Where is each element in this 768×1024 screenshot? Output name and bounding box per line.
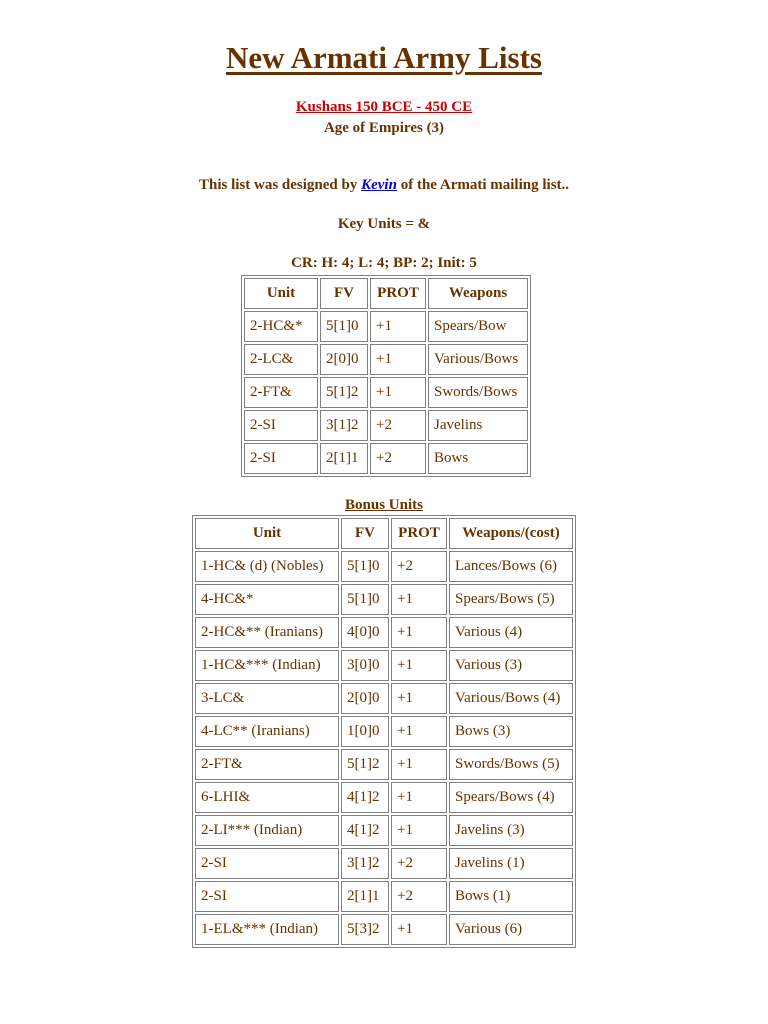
cell-unit: 2-SI (244, 410, 318, 441)
cell-weapons: Spears/Bows (4) (449, 782, 573, 813)
cell-prot: +1 (391, 650, 447, 681)
cell-prot: +2 (391, 881, 447, 912)
cell-unit: 1-HC&*** (Indian) (195, 650, 339, 681)
table-row (195, 914, 573, 945)
cell-unit: 4-LC** (Iranians) (195, 716, 339, 747)
header-weapons: Weapons (428, 278, 528, 309)
header-fv: FV (320, 278, 368, 309)
table-row (195, 584, 573, 615)
cell-prot: +1 (370, 344, 426, 375)
table-row (244, 377, 528, 408)
cell-unit: 1-HC& (d) (Nobles) (195, 551, 339, 582)
table-row (195, 815, 573, 846)
cell-prot: +2 (391, 848, 447, 879)
cell-fv: 5[1]0 (320, 311, 368, 342)
table-row (244, 410, 528, 441)
table-row (195, 650, 573, 681)
cell-weapons: Various (3) (449, 650, 573, 681)
cell-prot: +1 (391, 914, 447, 945)
table-row (244, 344, 528, 375)
cell-fv: 4[0]0 (341, 617, 389, 648)
header-unit: Unit (244, 278, 318, 309)
cell-prot: +1 (391, 815, 447, 846)
cell-weapons: Various (4) (449, 617, 573, 648)
cell-weapons: Javelins (428, 410, 528, 441)
cell-prot: +1 (391, 749, 447, 780)
designed-prefix: This list was designed by (198, 177, 362, 193)
cell-weapons: Bows (3) (449, 716, 573, 747)
header-unit: Unit (195, 518, 339, 549)
table-row (195, 617, 573, 648)
header-prot: PROT (370, 278, 426, 309)
cell-weapons: Spears/Bow (428, 311, 528, 342)
cell-fv: 5[3]2 (341, 914, 389, 945)
designed-by-line (0, 177, 768, 194)
table-row (195, 749, 573, 780)
table-row (195, 848, 573, 879)
table-row (195, 782, 573, 813)
cell-unit: 2-FT& (244, 377, 318, 408)
cell-unit: 2-LC& (244, 344, 318, 375)
cell-weapons: Bows (1) (449, 881, 573, 912)
cell-fv: 3[1]2 (320, 410, 368, 441)
cell-fv: 5[1]2 (320, 377, 368, 408)
table-header-row (195, 518, 573, 549)
table-header-row (244, 278, 528, 309)
cell-unit: 2-HC&* (244, 311, 318, 342)
table-row (195, 881, 573, 912)
table-row (244, 443, 528, 474)
cell-prot: +1 (391, 782, 447, 813)
page-title: New Armati Army Lists (226, 40, 542, 75)
cell-prot: +1 (391, 584, 447, 615)
cell-unit: 2-SI (244, 443, 318, 474)
cell-fv: 5[1]0 (341, 551, 389, 582)
cell-fv: 5[1]2 (341, 749, 389, 780)
designer-link[interactable]: Kevin (361, 177, 397, 193)
main-units-table (241, 275, 531, 477)
cell-prot: +1 (391, 683, 447, 714)
cell-unit: 2-LI*** (Indian) (195, 815, 339, 846)
cell-weapons: Various/Bows (428, 344, 528, 375)
cell-fv: 5[1]0 (341, 584, 389, 615)
cell-weapons: Lances/Bows (6) (449, 551, 573, 582)
designed-suffix: of the Armati mailing list.. (396, 177, 570, 193)
bonus-units-caption: Bonus Units (345, 497, 423, 513)
table-row (244, 311, 528, 342)
table-row (195, 683, 573, 714)
cell-prot: +1 (370, 311, 426, 342)
cell-fv: 2[1]1 (320, 443, 368, 474)
age-label: Age of Empires (3) (323, 120, 445, 136)
cell-weapons: Various/Bows (4) (449, 683, 573, 714)
header-fv: FV (341, 518, 389, 549)
cell-unit: 6-LHI& (195, 782, 339, 813)
cell-unit: 4-HC&* (195, 584, 339, 615)
cell-prot: +2 (370, 410, 426, 441)
cell-weapons: Bows (428, 443, 528, 474)
cell-prot: +1 (370, 377, 426, 408)
cell-prot: +1 (391, 716, 447, 747)
bonus-units-table (192, 515, 576, 948)
cell-fv: 2[0]0 (320, 344, 368, 375)
cell-fv: 3[0]0 (341, 650, 389, 681)
cell-unit: 1-EL&*** (Indian) (195, 914, 339, 945)
cell-weapons: Swords/Bows (5) (449, 749, 573, 780)
cell-fv: 2[1]1 (341, 881, 389, 912)
cell-fv: 3[1]2 (341, 848, 389, 879)
cell-fv: 2[0]0 (341, 683, 389, 714)
header-weapons-cost: Weapons/(cost) (449, 518, 573, 549)
cell-unit: 3-LC& (195, 683, 339, 714)
key-units-line: Key Units = & (337, 216, 431, 232)
cell-weapons: Swords/Bows (428, 377, 528, 408)
cell-unit: 2-SI (195, 848, 339, 879)
cell-unit: 2-FT& (195, 749, 339, 780)
cell-weapons: Javelins (3) (449, 815, 573, 846)
cell-fv: 1[0]0 (341, 716, 389, 747)
cell-prot: +2 (391, 551, 447, 582)
cell-unit: 2-HC&** (Iranians) (195, 617, 339, 648)
army-link[interactable]: Kushans 150 BCE - 450 CE (295, 99, 473, 115)
table-row (195, 716, 573, 747)
cell-prot: +1 (391, 617, 447, 648)
table-row (195, 551, 573, 582)
cell-weapons: Spears/Bows (5) (449, 584, 573, 615)
header-prot: PROT (391, 518, 447, 549)
cell-unit: 2-SI (195, 881, 339, 912)
cell-prot: +2 (370, 443, 426, 474)
cell-weapons: Javelins (1) (449, 848, 573, 879)
cell-fv: 4[1]2 (341, 815, 389, 846)
cr-line: CR: H: 4; L: 4; BP: 2; Init: 5 (291, 255, 477, 271)
cell-fv: 4[1]2 (341, 782, 389, 813)
cell-weapons: Various (6) (449, 914, 573, 945)
